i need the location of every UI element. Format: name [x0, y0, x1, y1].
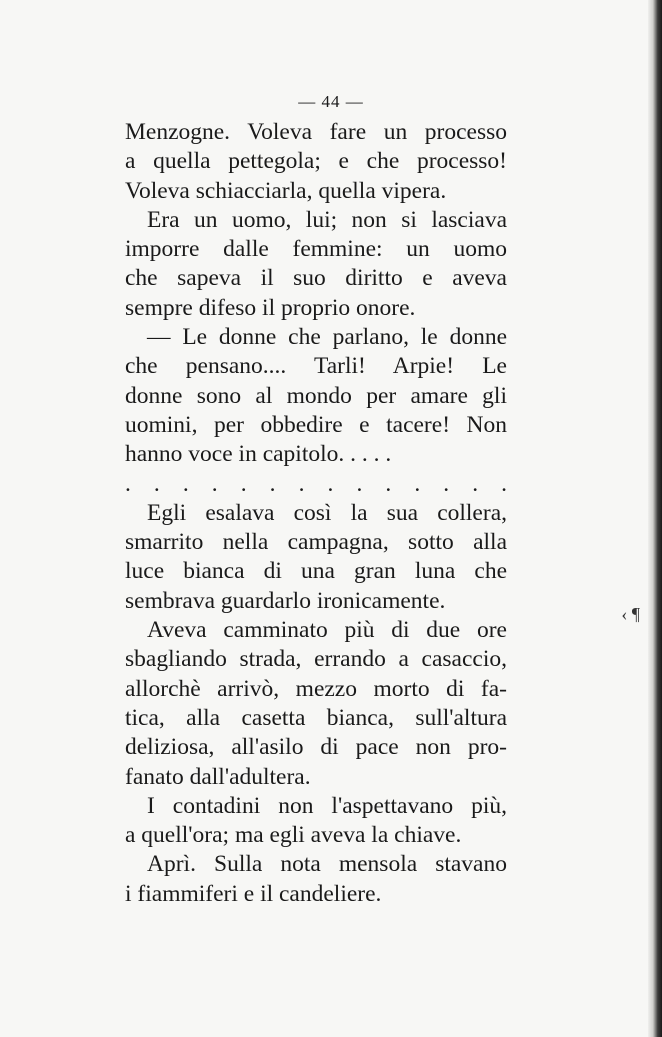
text-line: imporre dalle femmine: un uomo — [125, 236, 507, 263]
text-line: che pensano.... Tarli! Arpie! Le — [125, 353, 507, 380]
text-line: a quell'ora; ma egli aveva la chiave. — [125, 822, 462, 849]
text-line: Egli esalava così la sua collera, — [147, 499, 507, 526]
text-line: Menzogne. Voleva fare un processo — [125, 119, 507, 145]
text-line: uomini, per obbedire e tacere! Non — [125, 411, 507, 438]
text-line: donne sono al mondo per amare gli — [125, 382, 507, 409]
text-line: allorchè arrivò, mezzo morto di fa- — [125, 675, 507, 702]
paragraph — [125, 206, 507, 323]
margin-mark: ‹ ¶ — [621, 604, 640, 624]
text-line: . . . . . . . . . . . . . . — [125, 470, 507, 497]
text-line: Aprì. Sulla nota mensola stavano — [147, 851, 507, 878]
paragraph — [125, 323, 507, 469]
text-line: fanato dall'adultera. — [125, 763, 311, 790]
paragraph — [125, 118, 507, 206]
page-number: — 44 — — [298, 92, 364, 111]
text-line: a quella pettegola; e che processo! — [125, 148, 507, 175]
text-line: sembrava guardarlo ironicamente. — [125, 587, 446, 614]
page-binding-edge — [648, 0, 662, 1037]
text-line: I contadini non l'aspettavano più, — [147, 792, 507, 819]
text-line: Voleva schiacciarla, quella vipera. — [125, 177, 447, 204]
text-line: sempre difeso il proprio onore. — [125, 294, 416, 321]
text-line: i fiammiferi e il candeliere. — [125, 880, 382, 907]
paragraph — [125, 616, 507, 792]
paragraph — [125, 499, 507, 616]
text-line: — Le donne che parlano, le donne — [147, 324, 507, 351]
text-line: hanno voce in capitolo. . . . . — [125, 441, 392, 468]
text-line: Aveva camminato più di due ore — [147, 617, 507, 644]
text-line: che sapeva il suo diritto e aveva — [125, 265, 507, 292]
text-line: smarrito nella campagna, sotto alla — [125, 529, 507, 556]
paragraph — [125, 850, 507, 909]
text-line: Era un uomo, lui; non si lasciava — [147, 206, 507, 233]
paragraph — [125, 792, 507, 851]
text-line: sbagliando strada, errando a casaccio, — [125, 646, 507, 673]
paragraph — [125, 470, 507, 499]
text-line: tica, alla casetta bianca, sull'altura — [125, 704, 507, 731]
text-line: luce bianca di una gran luna che — [125, 558, 507, 585]
text-line: deliziosa, all'asilo di pace non pro- — [125, 734, 507, 761]
body-text — [125, 118, 507, 909]
